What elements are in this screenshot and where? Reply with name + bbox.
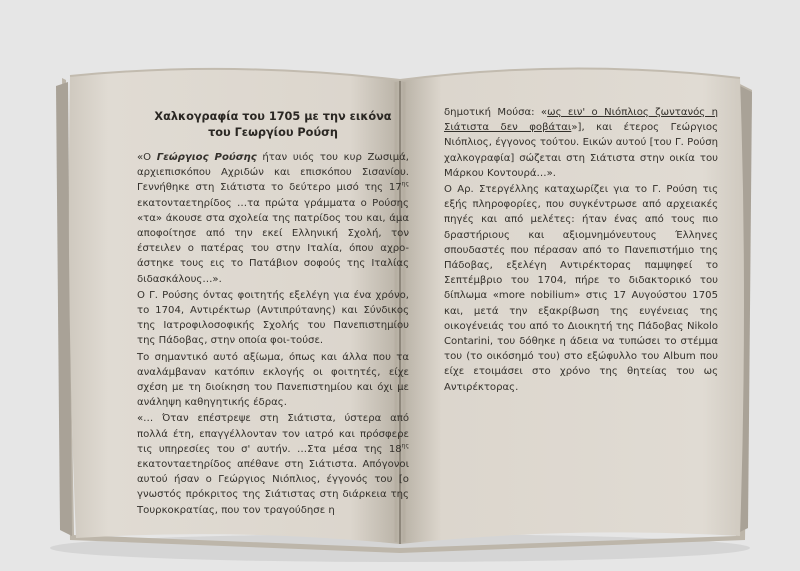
person-name: Γεώργιος Ρούσης xyxy=(156,152,257,163)
left-page-text xyxy=(137,150,409,519)
superscript: ης xyxy=(401,442,409,450)
paragraph: Ο Γ. Ρούσης όντας φοιτητής εξελέγη για ένα χρόνο, το 1704, Αντιρέκτωρ (Αντιπρύτανης) και Σύνδικος της Ιατροφιλοσοφικής Σχολής του Πανεπιστημίου της Πάδοβας, στην οποία φοι-τούσε. xyxy=(137,289,409,347)
text-span: ήταν υιός του κυρ Ζωσιμά, αρχιεπισκόπου Αχριδών και επισκόπου Σισανίου. Γεννήθηκε στη Σιάτιστα το δεύτερο μισό της 17 xyxy=(137,152,409,194)
paragraph xyxy=(137,150,409,287)
text-span: εκατονταετηρίδος απέθανε στη Σιάτιστα. Απόγονοι αυτού ήσαν ο Γεώργιος Νιόπλιος, έγγονός του [ο γνωστός πρόκριτος της Σιάτιστας στη διάρκεια της Τουρκοκρατίας, που τον τραγούδησε η xyxy=(137,459,409,516)
title-line-2: του Γεωργίου Ρούση xyxy=(208,126,338,139)
superscript: ης xyxy=(401,181,409,189)
title-line-1: Χαλκογραφία του 1705 με την εικόνα xyxy=(154,110,392,123)
paragraph xyxy=(137,411,409,517)
paragraph: Το σημαντικό αυτό αξίωμα, όπως και άλλα που τα αναλάμβαναν κατόπιν εκλογής οι φοιτητές, είχε σχέση με τη διοίκηση του Πανεπιστημίου και όχι με ανάληψη καθηγητικής έδρας. xyxy=(137,351,409,409)
paragraph xyxy=(444,105,718,181)
text-span: «Ο xyxy=(137,152,157,163)
folk-song-quote: ως ειν' ο Νιόπλιος ζωντανός η Σιάτιστα δεν φοβάται xyxy=(444,107,718,134)
text-span: «… Όταν επέστρεψε στη Σιάτιστα, ύστερα από πολλά έτη, επαγγέλλονταν τον ιατρό και πρόσφερε τις υπηρεσίες του σ' αυτήν. …Στα μέσα της 18 xyxy=(137,413,409,455)
paragraph: Ο Αρ. Στεργέλλης καταχωρίζει για το Γ. Ρούση τις εξής πληροφορίες, που συγκέντρωσε από αρχειακές πηγές και από μελέτες: ήταν ένας από τους πιο δραστήριους και αξιομνημόνευτους Έλληνες σπουδαστές που πέρασαν από το Πανεπιστήμιο της Πάδοβας, εξελέγη Αντιρέκτορας παμψηφεί το Σεπτέμβριο του 1704, πήρε το διδακτορικό του δίπλωμα «more nobilium» στις 17 Αυγούστου 1705 και, μετά την εξακρίβωση της ευγένειας της οικογένειάς του από το Διοικητή της Πάδοβας Nikolo Contarini, του δόθηκε η άδεια να τυπώσει το στέμμα του (το οικόσημό του) στο εξώφυλλο του Album που είχε ετοιμάσει στο χρόνο της θητείας του ως Αντιρέκτορας. xyxy=(444,184,718,393)
text-span: δημοτική Μούσα: « xyxy=(444,107,548,118)
text-span: »], και έτερος Γεώργιος Νιόπλιος, έγγονος τούτου. Εικών αυτού [του Γ. Ρούση χαλκογραφία] σώζεται στη Σιάτιστα στην οικία του Μάρκου Κοντουρά…». xyxy=(444,122,718,179)
text-span: εκατονταετηρίδος …τα πρώτα γράμματα ο Ρούσης «τα» άκουσε στα σχολεία της πατρίδος του και, άμα αποφοίτησε από την εκεί Ελληνική Σχολή, τον έστειλεν ο πατέρας του στην Ιταλία, όπου αχρο-άστηκε τους εις το Πατάβιον σοφούς της Ιταλίας διδασκάλους…». xyxy=(137,197,409,285)
right-page-text xyxy=(444,105,718,396)
page-title xyxy=(137,109,409,141)
